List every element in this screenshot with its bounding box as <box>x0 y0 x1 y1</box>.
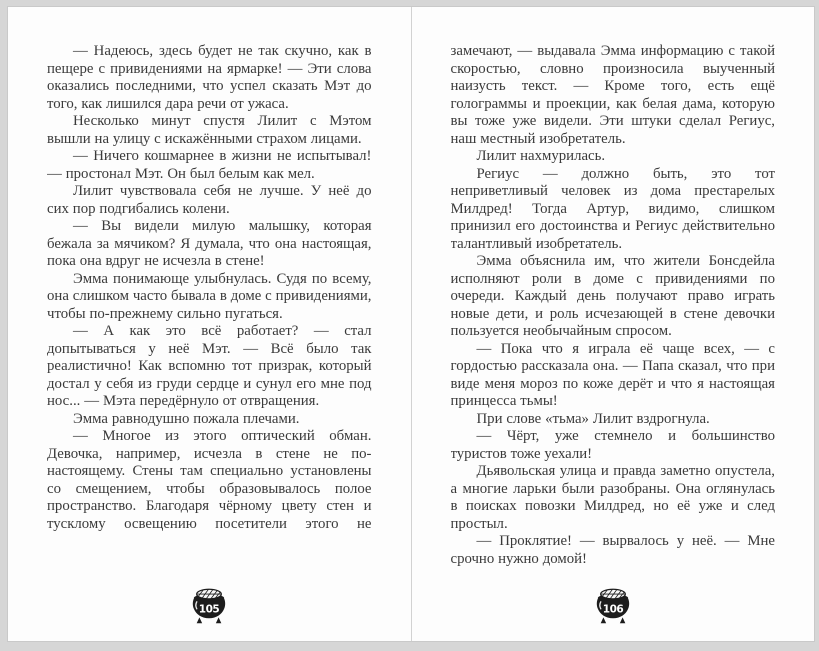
cauldron-icon <box>592 586 634 625</box>
page-left <box>8 7 411 641</box>
book-spread <box>7 6 815 642</box>
paragraph: Эмма равнодушно пожала плечами. <box>73 410 300 427</box>
cauldron-icon <box>188 586 230 625</box>
paragraph: При слове «тьма» Лилит вздрогнула. <box>476 410 710 427</box>
paragraph: Несколько минут спустя Лилит с Мэтом вышли на улицу с искажёнными страхом лицами. <box>47 113 372 147</box>
page-left-footer <box>8 586 411 625</box>
page-right-text <box>451 43 776 581</box>
page-right <box>412 7 815 641</box>
paragraph: Региус — должно быть, это тот неприветливый человек из дома престарелых Милдред! Тогда Артур, видимо, слишком принизил его достоинства и Региус действительно талантливый изобретатель. <box>450 165 775 252</box>
paragraph: замечают, — выдавала Эмма информацию с такой скоростью, словно произносила выученный наизусть текст. — Кроме того, есть ещё голограммы и проекции, как белая дама, которую вы тоже уже видели. Эти штуки сделал Региус, наш местный изобретатель. <box>450 43 775 147</box>
paragraph: — Вы видели милую малышку, которая бежала за мячиком? Я думала, что она настоящая, пока она вдруг не исчезла в стене! <box>47 218 372 269</box>
paragraph: — Многое из этого оптический обман. Девочка, например, исчезла в стене не по-настоящему. Стены там специально установлены со смещением, чтобы образовывалось полое пространство. Благодаря чёрному цвету стен и тусклому освещению посетители этого не <box>47 428 372 532</box>
paragraph: Дьявольская улица и правда заметно опустела, а многие ларьки были разобраны. Она оглянулась в поисках повозки Милдред, но её уже и след простыл. <box>450 463 775 532</box>
paragraph: — Чёрт, уже стемнело и большинство туристов тоже уехали! <box>450 428 775 462</box>
paragraph: — А как это всё работает? — стал допытываться у неё Мэт. — Всё было так реалистично! Как вспомню тот призрак, который достал у себя из груди сердце и сунул его мне под нос... — Мэта передёрнуло от отвращения. <box>47 323 372 409</box>
page-left-text <box>47 43 372 581</box>
paragraph: Лилит нахмурилась. <box>476 148 606 164</box>
page-right-footer <box>412 586 815 625</box>
paragraph: — Надеюсь, здесь будет не так скучно, как в пещере с привидениями на ярмарке! — Эти слова оказались последними, что успел сказать Мэт до того, как лишился дара речи от ужаса. <box>47 43 372 112</box>
paragraph: Эмма понимающе улыбнулась. Судя по всему, она слишком часто бывала в доме с привидениями, чтобы по-прежнему сильно пугаться. <box>47 270 372 322</box>
paragraph: — Ничего кошмарнее в жизни не испытывал! — простонал Мэт. Он был белым как мел. <box>47 148 372 182</box>
paragraph: — Пока что я играла её чаще всех, — с гордостью рассказала она. — Папа сказал, что при виде меня мороз по коже дерёт и что я настоящая принцесса тьмы! <box>450 340 775 409</box>
page-number: 105 <box>198 603 220 616</box>
paragraph: Лилит чувствовала себя не лучше. У неё до сих пор подгибались колени. <box>47 183 372 217</box>
page-number: 106 <box>602 603 624 616</box>
paragraph: — Проклятие! — вырвалось у неё. — Мне срочно нужно домой! <box>450 533 775 567</box>
paragraph: Эмма объяснила им, что жители Бонсдейла исполняют роли в доме с привидениями по очереди. Каждый день получают право играть новые дети, и роль исчезающей в стене девочки пользуется необычайным спросом. <box>450 253 775 339</box>
